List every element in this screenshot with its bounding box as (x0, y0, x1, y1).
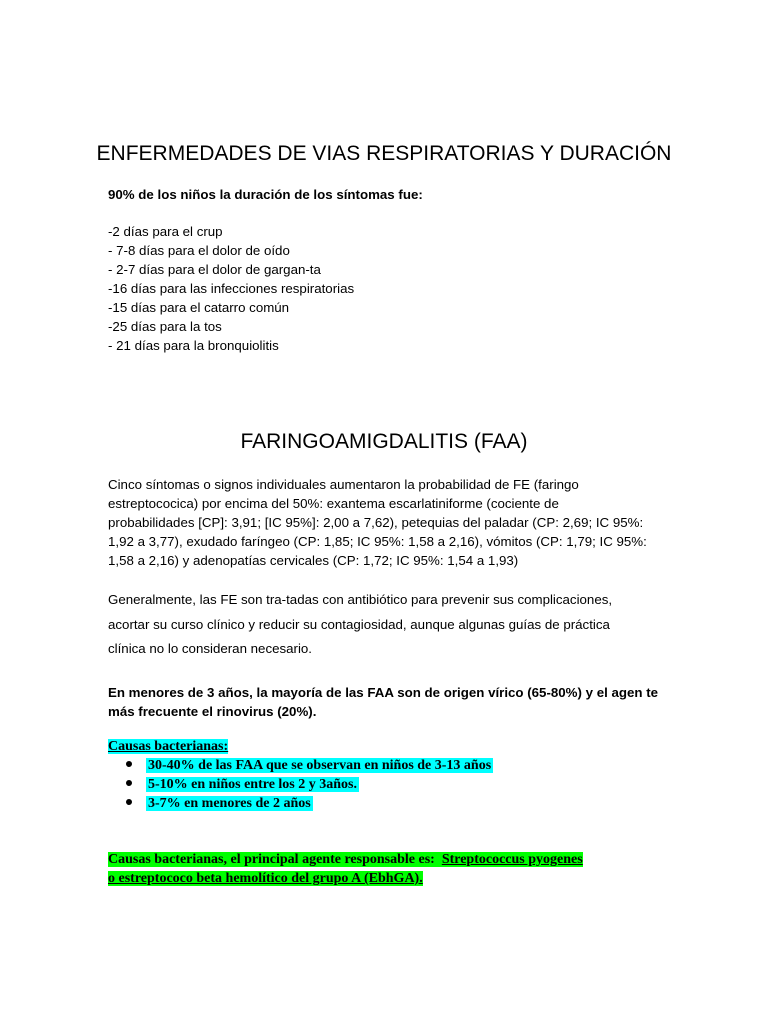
duration-item: -15 días para el catarro común (108, 300, 290, 315)
agent-prefix: Causas bacterianas, el principal agente responsable es: Streptococcus pyogenes (108, 852, 583, 867)
section-title-faa: FARINGOAMIGDALITIS (FAA) (240, 430, 528, 453)
paragraph-line: Generalmente, las FE son tra-tadas con antibiótico para prevenir sus complicaciones, (108, 592, 613, 607)
intro-text: 90% de los niños la duración de los síntomas fue: (108, 187, 423, 202)
duration-item: - 2-7 días para el dolor de gargan-ta (108, 262, 321, 277)
cause-text: 3-7% en menores de 2 años (148, 796, 311, 811)
agent-name: Streptococcus pyogenes (441, 852, 583, 867)
paragraph-line: 1,92 a 3,77), exudado faríngeo (CP: 1,85; IC 95%: 1,58 a 2,16), vómitos (CP: 1,79; IC 95%: (108, 534, 647, 549)
duration-item: - 21 días para la bronquiolitis (108, 338, 279, 353)
duration-item: -2 días para el crup (108, 224, 223, 239)
bullet-icon (126, 780, 132, 786)
paragraph-line: En menores de 3 años, la mayoría de las FAA son de origen vírico (65-80%) y el agen te (108, 685, 659, 700)
cause-text: 30-40% de las FAA que se observan en niños de 3-13 años (148, 758, 492, 773)
paragraph-line: estreptococica) por encima del 50%: exantema escarlatiniforme (cociente de (108, 496, 559, 511)
paragraph-line: probabilidades [CP]: 3,91; [IC 95%]: 2,00 a 7,62), petequias del paladar (CP: 2,69; IC 95%: (108, 515, 644, 530)
duration-item: -25 días para la tos (108, 319, 222, 334)
paragraph-line: clínica no lo consideran necesario. (108, 641, 313, 656)
agent-description: o estreptococo beta hemolítico del grupo A (EbhGA). (108, 871, 423, 886)
paragraph-line: Cinco síntomas o signos individuales aumentaron la probabilidad de FE (faringo (108, 477, 579, 492)
bullet-icon (126, 761, 132, 767)
paragraph-line: 1,58 a 2,16) y adenopatías cervicales (CP: 1,72; IC 95%: 1,54 a 1,93) (108, 553, 519, 568)
cause-list-item (126, 758, 493, 774)
causes-label-text: Causas bacterianas: (108, 739, 229, 754)
bullet-icon (126, 799, 132, 805)
paragraph-line: más frecuente el rinovirus (20%). (108, 704, 317, 719)
agent-line-2 (108, 871, 423, 887)
section-title-respiratory: ENFERMEDADES DE VIAS RESPIRATORIAS Y DURACIÓN (96, 142, 672, 165)
cause-text: 5-10% en niños entre los 2 y 3años. (148, 777, 357, 792)
duration-item: - 7-8 días para el dolor de oído (108, 243, 290, 258)
cause-list-item (126, 777, 359, 793)
cause-list-item (126, 796, 313, 812)
paragraph-line: acortar su curso clínico y reducir su contagiosidad, aunque algunas guías de práctica (108, 617, 610, 632)
agent-line-1 (108, 852, 583, 868)
causes-label (108, 739, 228, 755)
duration-item: -16 días para las infecciones respiratorias (108, 281, 355, 296)
